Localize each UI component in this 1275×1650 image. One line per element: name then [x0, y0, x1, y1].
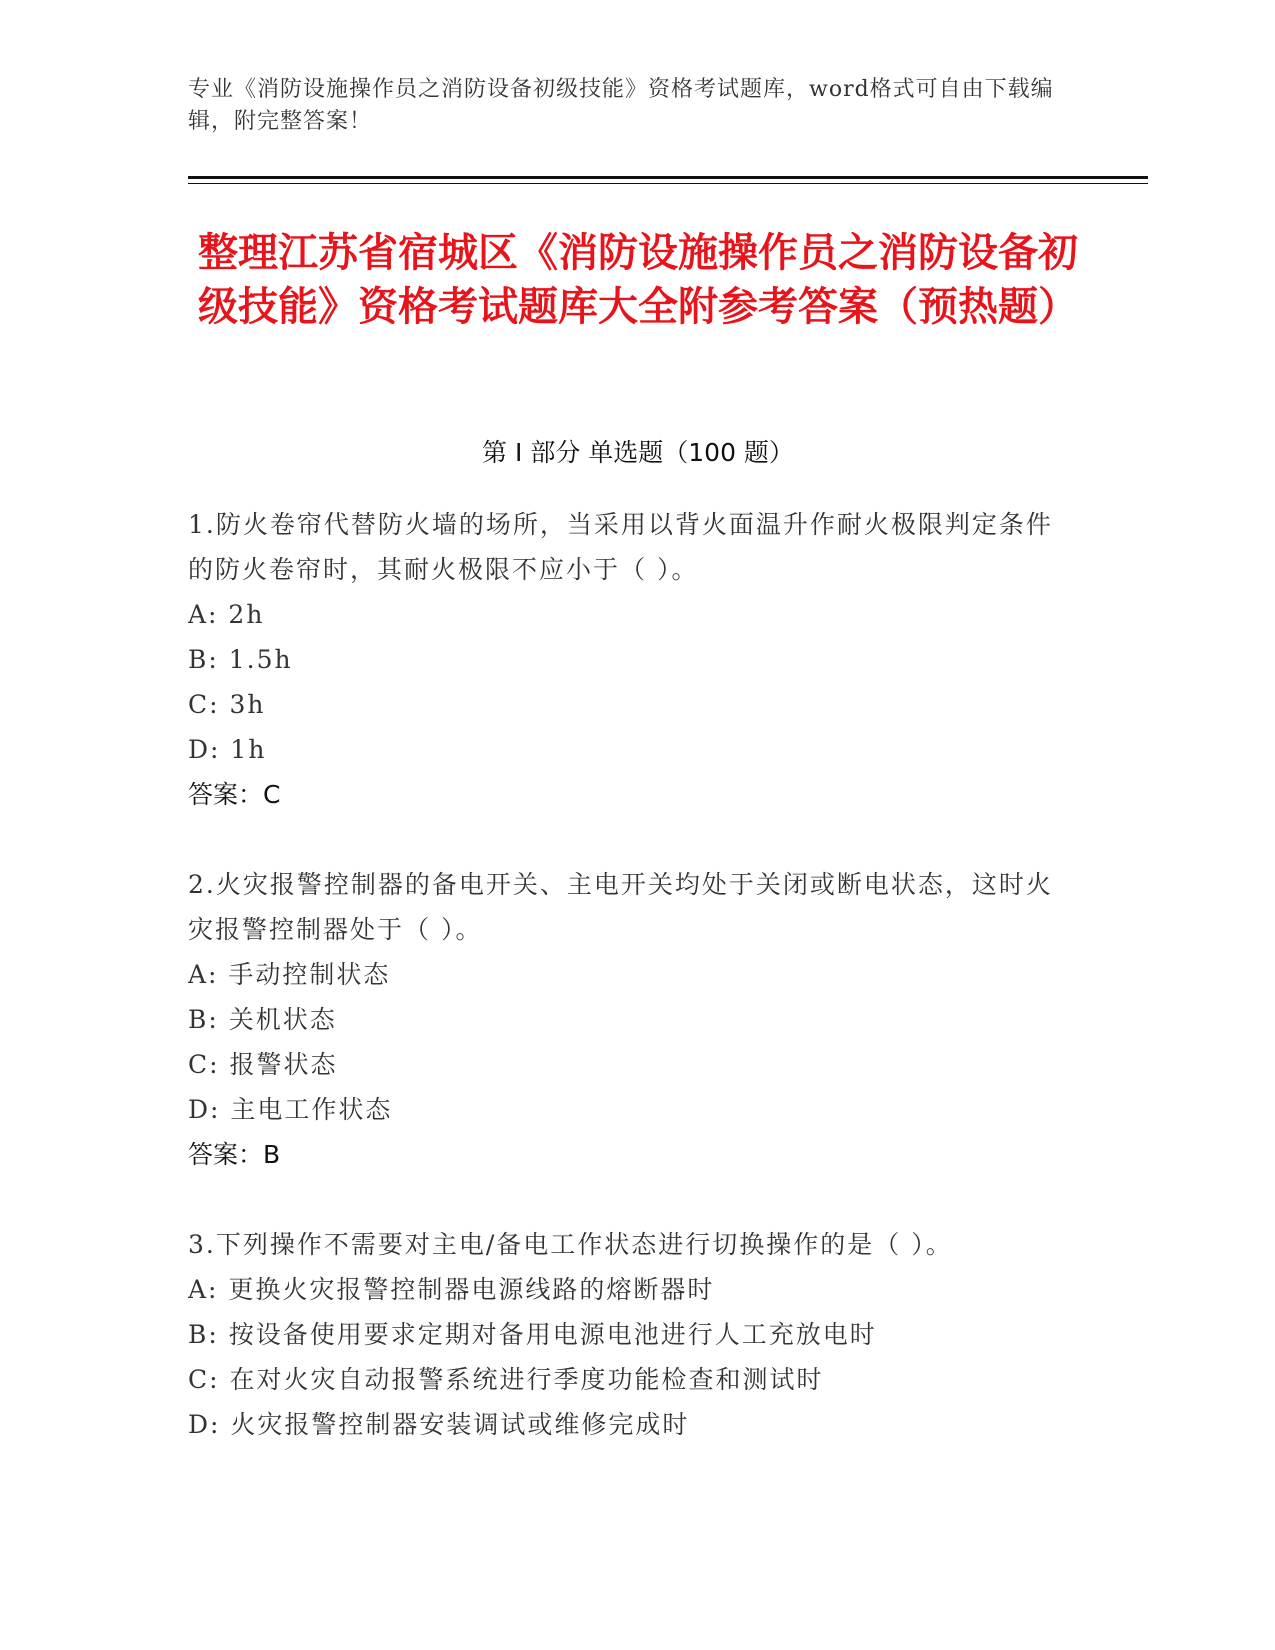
document-title: 整理江苏省宿城区《消防设施操作员之消防设备初级技能》资格考试题库大全附参考答案（预热题）: [198, 230, 1078, 330]
header-note: 专业《消防设施操作员之消防设备初级技能》资格考试题库，word格式可自由下载编辑，附完整答案！: [188, 77, 1054, 134]
header-rule-thin: [188, 183, 1148, 184]
option-b: B: 按设备使用要求定期对备用电源电池进行人工充放电时: [188, 1320, 877, 1349]
question-stem: 1.防火卷帘代替防火墙的场所，当采用以背火面温升作耐火极限判定条件的防火卷帘时，其耐火极限不应小于（ ）。: [188, 510, 1053, 584]
section-heading: 第 I 部分 单选题（100 题）: [482, 438, 794, 467]
option-a: A: 2h: [188, 600, 265, 629]
option-a: A: 手动控制状态: [188, 960, 391, 989]
option-b: B: 1.5h: [188, 645, 293, 674]
answer: 答案：B: [188, 1140, 281, 1169]
option-a: A: 更换火灾报警控制器电源线路的熔断器时: [188, 1275, 715, 1304]
header-rule-thick: [188, 176, 1148, 179]
option-b: B: 关机状态: [188, 1005, 337, 1034]
option-c: C: 报警状态: [188, 1050, 338, 1079]
option-c: C: 在对火灾自动报警系统进行季度功能检查和测试时: [188, 1365, 824, 1394]
question-stem: 2.火灾报警控制器的备电开关、主电开关均处于关闭或断电状态，这时火灾报警控制器处于（ ）。: [188, 870, 1053, 944]
option-c: C: 3h: [188, 690, 266, 719]
question-stem: 3.下列操作不需要对主电/备电工作状态进行切换操作的是（ ）。: [188, 1230, 953, 1259]
answer: 答案：C: [188, 780, 281, 809]
option-d: D: 主电工作状态: [188, 1095, 393, 1124]
question-1: [188, 502, 1068, 817]
question-2: [188, 862, 1068, 1177]
option-d: D: 火灾报警控制器安装调试或维修完成时: [188, 1410, 690, 1439]
option-d: D: 1h: [188, 735, 267, 764]
question-3: [188, 1222, 1068, 1447]
